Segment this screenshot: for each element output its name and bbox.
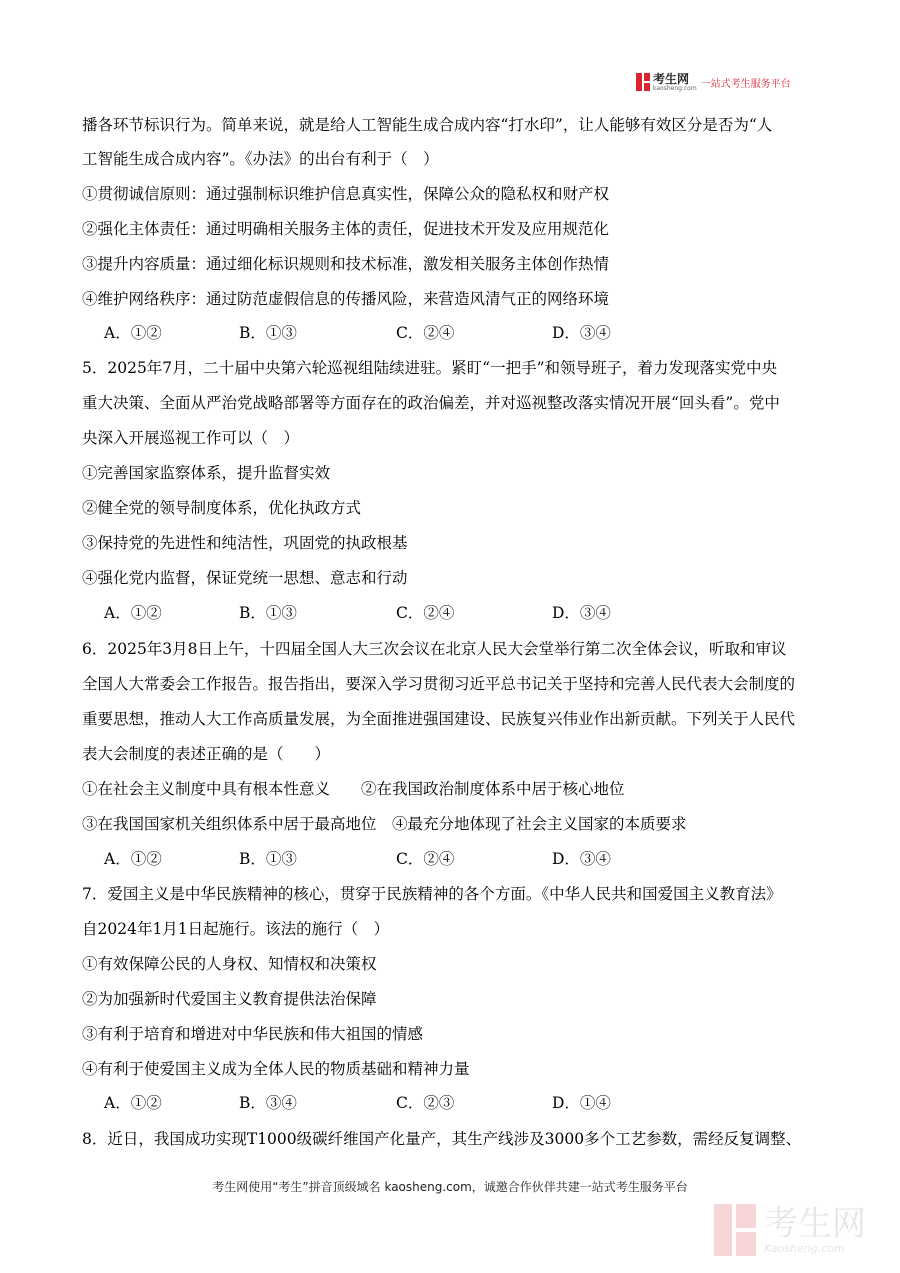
question-5: 5．2025年7月，二十届中央第六轮巡视组陆续进驻。紧盯“一把手”和领导班子，着力发现落实党中央 [82,359,778,377]
option-a: A．①② [104,1094,162,1112]
question-7: 7．爱国主义是中华民族精神的核心，贯穿于民族精神的各个方面。《中华人民共和国爱国主义教育法》 [82,885,782,903]
option-a: A．①② [104,850,162,868]
option-c: C．②④ [396,604,455,622]
brand-name: 考生网 [653,71,690,86]
choice-line: ②为加强新时代爱国主义教育提供法治保障 [82,990,377,1008]
option-b: B．①③ [239,850,297,868]
brand-domain: kaosheng.com [653,84,697,92]
header-logo[interactable] [636,70,791,94]
choice-line: ②强化主体责任：通过明确相关服务主体的责任，促进技术开发及应用规范化 [82,220,610,238]
kaosheng-logo-icon [636,73,650,91]
watermark-logo-icon [714,1204,758,1256]
choice-line: ④有利于使爱国主义成为全体人民的物质基础和精神力量 [82,1060,470,1078]
option-d: D．③④ [552,850,611,868]
option-b: B．③④ [239,1094,297,1112]
choice-line: ①有效保障公民的人身权、知情权和决策权 [82,955,377,973]
choice-line: ①贯彻诚信原则：通过强制标识维护信息真实性，保障公众的隐私权和财产权 [82,185,610,203]
option-c: C．②④ [396,324,455,342]
option-b: B．①③ [239,604,297,622]
text-line: 全国人大常委会工作报告。报告指出，要深入学习贯彻习近平总书记关于坚持和完善人民代表大会制度的 [82,675,796,693]
text-line: 工智能生成合成内容”。《办法》的出台有利于（ ） [82,150,439,168]
question-6: 6．2025年3月8日上午，十四届全国人大三次会议在北京人民大会堂举行第二次全体会议，听取和审议 [82,640,787,658]
watermark-name: 考生网 [764,1203,866,1244]
choice-line: ④维护网络秩序：通过防范虚假信息的传播风险，来营造风清气正的网络环境 [82,290,610,308]
page-footer: 考生网使用“考生”拼音顶级域名 kaosheng.com，诚邀合作伙伴共建一站式考生服务平台 [212,1180,688,1194]
option-b: B．①③ [239,324,297,342]
option-d: D．③④ [552,324,611,342]
option-c: C．②③ [396,1094,455,1112]
question-8: 8．近日，我国成功实现T1000级碳纤维国产化量产，其生产线涉及3000多个工艺参数，需经反复调整、 [82,1130,802,1148]
option-a: A．①② [104,324,162,342]
watermark [714,1200,884,1260]
choice-line: ③有利于培育和增进对中华民族和伟大祖国的情感 [82,1025,424,1043]
choice-line: ①完善国家监察体系，提升监督实效 [82,464,331,482]
option-d: D．①④ [552,1094,611,1112]
choice-line: ②健全党的领导制度体系，优化执政方式 [82,499,362,517]
choice-line: ③在我国国家机关组织体系中居于最高地位 ④最充分地体现了社会主义国家的本质要求 [82,815,687,833]
text-line: 重要思想，推动人大工作高质量发展，为全面推进强国建设、民族复兴伟业作出新贡献。下列关于人民代 [82,710,796,728]
option-a: A．①② [104,604,162,622]
choice-line: ③保持党的先进性和纯洁性，巩固党的执政根基 [82,534,408,552]
text-line: 央深入开展巡视工作可以（ ） [82,429,300,447]
option-d: D．③④ [552,604,611,622]
choice-line: ①在社会主义制度中具有根本性意义 ②在我国政治制度体系中居于核心地位 [82,780,625,798]
watermark-domain: Kaosheng.com [764,1241,845,1255]
text-line: 自2024年1月1日起施行。该法的施行（ ） [82,920,390,938]
choice-line: ③提升内容质量：通过细化标识规则和技术标准，激发相关服务主体创作热情 [82,255,610,273]
text-line: 播各环节标识行为。简单来说，就是给人工智能生成合成内容“打水印”，让人能够有效区分是否为“人 [82,116,773,134]
text-line: 重大决策、全面从严治党战略部署等方面存在的政治偏差，并对巡视整改落实情况开展“回头看”。党中 [82,394,780,412]
text-line: 表大会制度的表述正确的是（ ） [82,745,331,763]
choice-line: ④强化党内监督，保证党统一思想、意志和行动 [82,569,408,587]
brand-slogan: 一站式考生服务平台 [700,78,791,90]
option-c: C．②④ [396,850,455,868]
